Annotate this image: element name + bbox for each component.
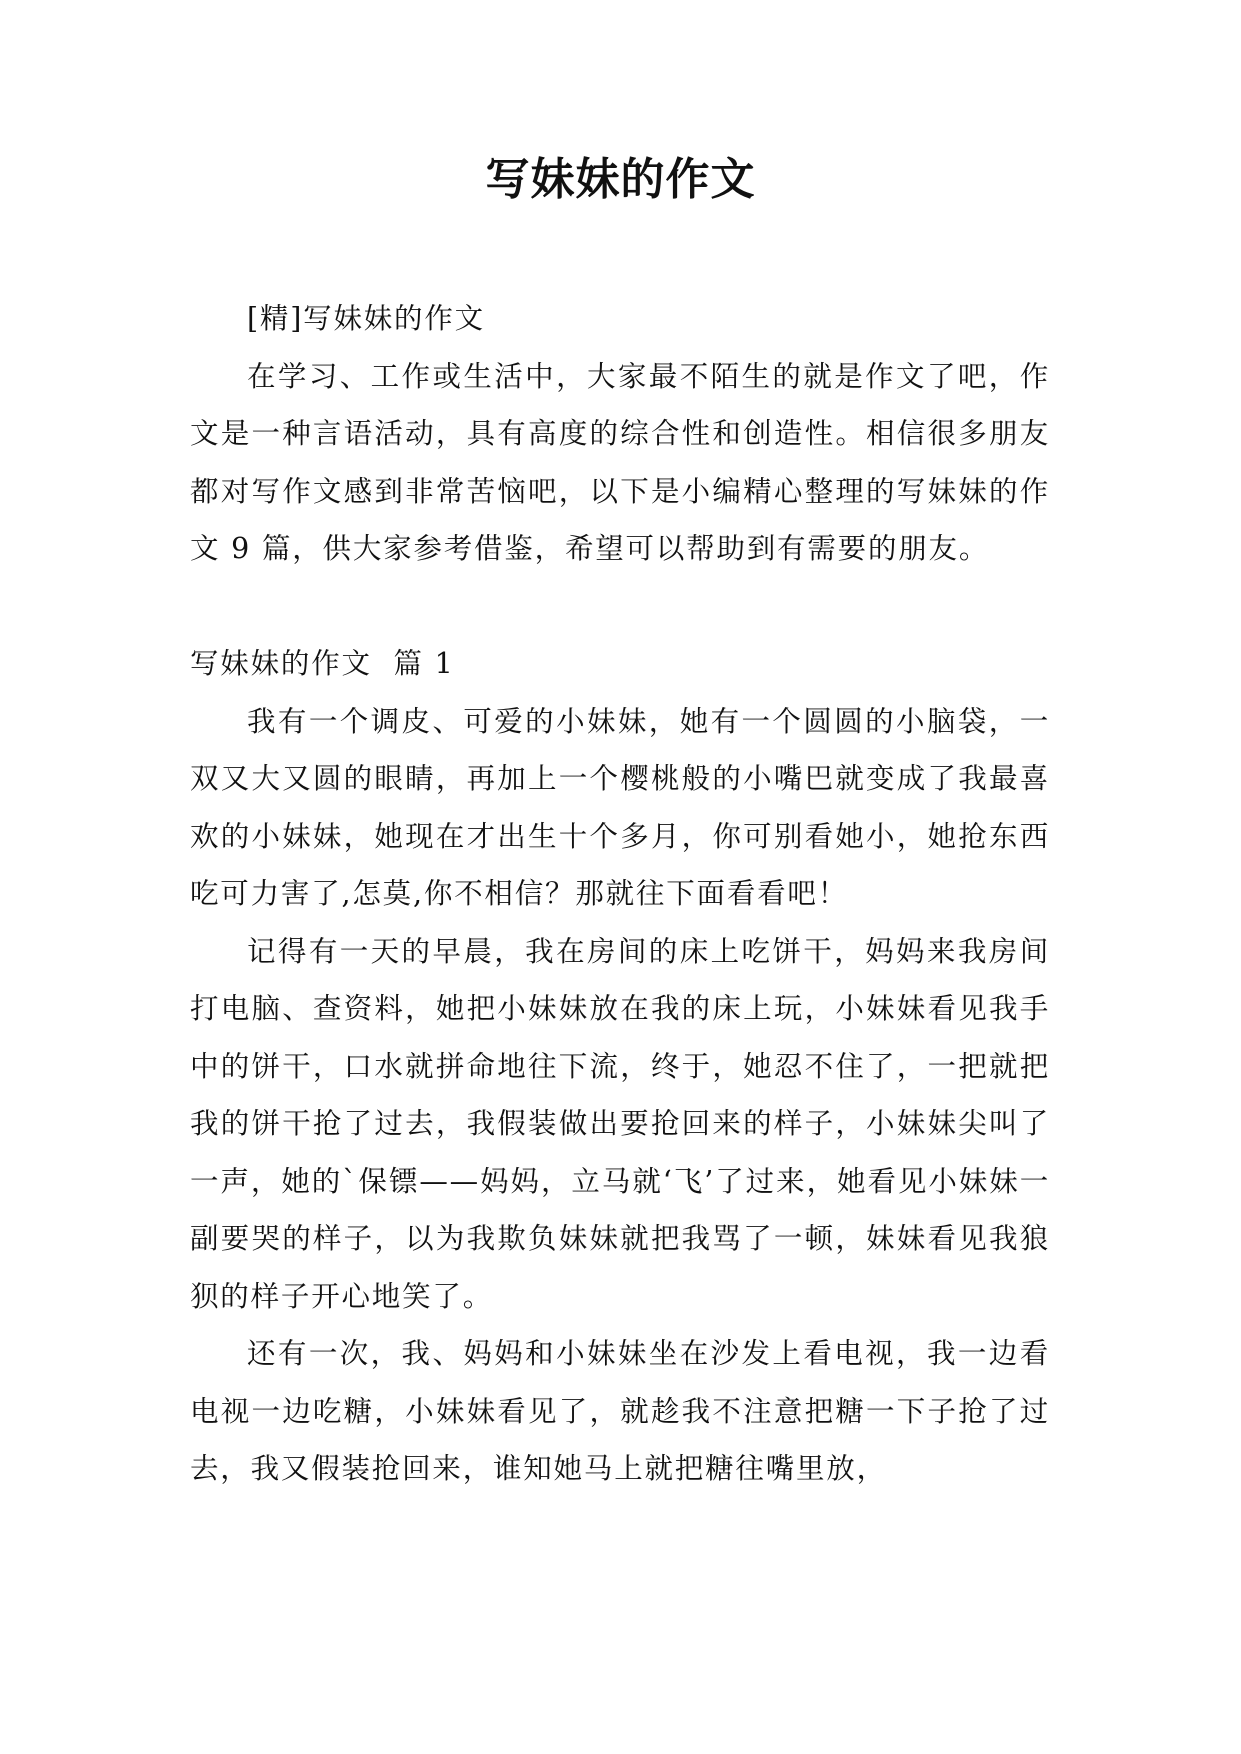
- document-subtitle: [精]写妹妹的作文: [247, 302, 485, 335]
- body-paragraph: 我有一个调皮、可爱的小妹妹，她有一个圆圆的小脑袋，一双又大又圆的眼睛，再加上一个樱桃般的小嘴巴就变成了我最喜欢的小妹妹，她现在才出生十个多月，你可别看她小，她抢东西吃可力害了,怎莫,你不相信？那就往下面看看吧！: [190, 704, 1050, 910]
- section-spacer: [190, 578, 1050, 636]
- document-body: [190, 290, 1050, 1498]
- section-heading: 写妹妹的作文 篇 1: [190, 647, 455, 680]
- document-title: 写妹妹的作文: [485, 154, 756, 205]
- body-paragraph: 记得有一天的早晨，我在房间的床上吃饼干，妈妈来我房间打电脑、查资料，她把小妹妹放在我的床上玩，小妹妹看见我手中的饼干，口水就拼命地往下流，终于，她忍不住了，一把就把我的饼干抢了过去，我假装做出要抢回来的样子，小妹妹尖叫了一声，她的`保镖——妈妈，立马就‘飞’了过来，她看见小妹妹一副要哭的样子，以为我欺负妹妹就把我骂了一顿，妹妹看见我狼狈的样子开心地笑了。: [190, 934, 1050, 1313]
- body-paragraph: 还有一次，我、妈妈和小妹妹坐在沙发上看电视，我一边看电视一边吃糖，小妹妹看见了，就趁我不注意把糖一下子抢了过去，我又假装抢回来，谁知她马上就把糖往嘴里放，: [190, 1337, 1050, 1485]
- intro-paragraph: 在学习、工作或生活中，大家最不陌生的就是作文了吧，作文是一种言语活动，具有高度的综合性和创造性。相信很多朋友都对写作文感到非常苦恼吧，以下是小编精心整理的写妹妹的作文 9 篇，供大家参考借鉴，希望可以帮助到有需要的朋友。: [190, 359, 1050, 565]
